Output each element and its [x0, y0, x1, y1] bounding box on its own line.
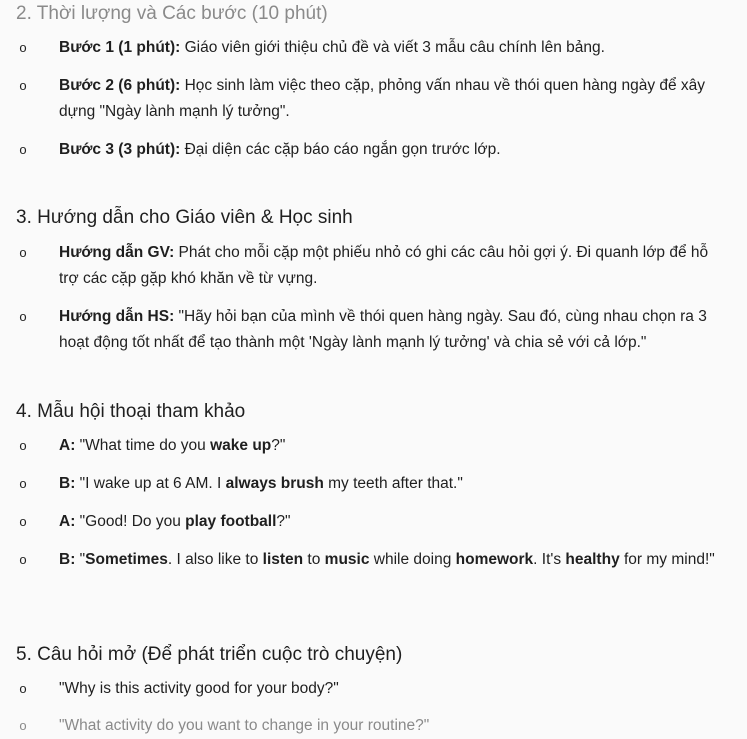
question-text: "Why is this activity good for your body?"	[59, 680, 339, 697]
bullet: o	[19, 142, 27, 157]
dialogue-text: "What time do you	[75, 437, 211, 454]
item-label: Hướng dẫn GV:	[59, 244, 175, 261]
dialogue-keyword: Sometimes	[85, 551, 168, 568]
item-label: Bước 2 (6 phút):	[59, 77, 181, 94]
dialogue-keyword: healthy	[565, 551, 620, 568]
dialogue-text: "Good! Do you	[75, 513, 186, 530]
bullet: o	[19, 245, 27, 260]
item-text: Giáo viên giới thiệu chủ đề và viết 3 mẫu câu chính lên bảng.	[180, 39, 605, 56]
bullet: o	[19, 681, 27, 696]
dialogue-text: . It's	[533, 551, 566, 568]
item-text: Phát cho mỗi cặp một phiếu nhỏ có ghi các câu hỏi gợi ý. Đi quanh lớp để hỗ trợ các cặp gặp khó khăn về từ vựng.	[59, 244, 709, 287]
item-text: Học sinh làm việc theo cặp, phỏng vấn nhau về thói quen hàng ngày để xây dựng "Ngày lành mạnh lý tưởng".	[59, 77, 706, 120]
dialogue-text: "	[75, 551, 86, 568]
dialogue-text: for my mind!"	[619, 551, 715, 568]
dialogue-keyword: always brush	[225, 475, 324, 492]
dialogue-text: to	[303, 551, 325, 568]
bullet: o	[19, 40, 27, 55]
dialogue-keyword: wake up	[210, 437, 272, 454]
speaker-label: B:	[59, 475, 76, 492]
question-text: "What activity do you want to change in your routine?"	[59, 717, 430, 734]
dialogue-keyword: play football	[185, 513, 277, 530]
dialogue-keyword: music	[324, 551, 370, 568]
speaker-label: B:	[59, 551, 76, 568]
dialogue-text: while doing	[369, 551, 456, 568]
dialogue-keyword: homework	[455, 551, 534, 568]
dialogue-text: ?"	[276, 513, 291, 530]
dialogue-text: my teeth after that."	[323, 475, 463, 492]
bullet: o	[19, 78, 27, 93]
section-heading-guidance: 3. Hướng dẫn cho Giáo viên & Học sinh	[16, 207, 353, 228]
bullet: o	[19, 309, 27, 324]
item-text: Đại diện các cặp báo cáo ngắn gọn trước lớp.	[180, 141, 501, 158]
bullet: o	[19, 552, 27, 567]
item-label: Bước 3 (3 phút):	[59, 141, 181, 158]
item-text: "Hãy hỏi bạn của mình về thói quen hàng ngày. Sau đó, cùng nhau chọn ra 3 hoạt động tốt nhất để tạo thành một 'Ngày lành mạnh lý tưởng' và chia sẻ với cả lớp."	[59, 308, 707, 351]
dialogue-text: . I also like to	[167, 551, 263, 568]
bullet: o	[19, 718, 27, 733]
dialogue-text: ?"	[271, 437, 286, 454]
section-heading-duration-steps: 2. Thời lượng và Các bước (10 phút)	[16, 3, 328, 24]
speaker-label: A:	[59, 437, 76, 454]
speaker-label: A:	[59, 513, 76, 530]
bullet: o	[19, 514, 27, 529]
dialogue-keyword: listen	[262, 551, 304, 568]
bullet: o	[19, 438, 27, 453]
item-label: Hướng dẫn HS:	[59, 308, 175, 325]
section-heading-sample-dialogue: 4. Mẫu hội thoại tham khảo	[16, 401, 246, 422]
section-heading-open-questions: 5. Câu hỏi mở (Để phát triển cuộc trò chuyện)	[16, 644, 403, 665]
bullet: o	[19, 476, 27, 491]
item-label: Bước 1 (1 phút):	[59, 39, 181, 56]
dialogue-text: "I wake up at 6 AM. I	[75, 475, 226, 492]
